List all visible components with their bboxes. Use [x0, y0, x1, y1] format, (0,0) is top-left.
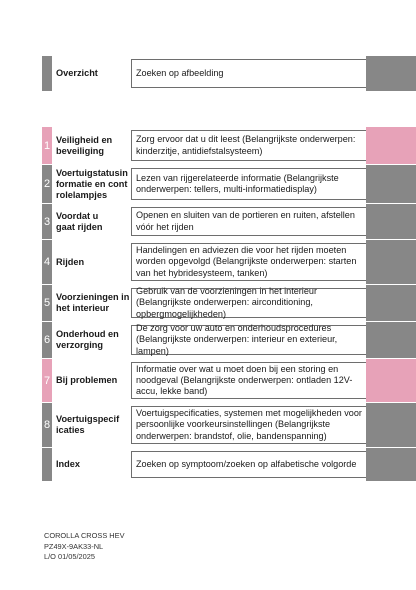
chapter-title-4: Rijden	[56, 256, 85, 267]
footer	[44, 531, 125, 563]
chapter-number-3: 3	[42, 204, 52, 239]
overview-description: Zoeken op afbeelding	[131, 59, 366, 88]
chapter-description-7: Informatie over wat u moet doen bij een storing en noodgeval (Belangrijkste onderwerpen: ontladen 12V-accu, lekke band)	[131, 362, 366, 399]
chapter-title-5: Voorzieningen in het interieur	[56, 292, 130, 313]
chapter-title-2: Voertuigstatusinformatie en controlelampjes	[56, 167, 128, 200]
chapter-description-3: Openen en sluiten van de portieren en ruiten, afstellen vóór het rijden	[131, 207, 366, 236]
chapter-number-4: 4	[42, 240, 52, 284]
overview-tab[interactable]	[366, 56, 416, 91]
overview-row[interactable]	[42, 56, 416, 91]
chapter-row-2[interactable]	[42, 165, 416, 203]
chapter-row-6[interactable]	[42, 322, 416, 358]
chapter-tab-1[interactable]	[366, 127, 416, 164]
overview-title: Overzicht	[56, 68, 98, 78]
chapter-number-1: 1	[42, 127, 52, 164]
index-tab[interactable]	[366, 448, 416, 481]
overview-marker	[42, 56, 52, 91]
chapter-description-5: Gebruik van de voorzieningen in het interieur (Belangrijkste onderwerpen: airconditioning, opbergmogelijkheden)	[131, 288, 366, 318]
index-description: Zoeken op symptoom/zoeken op alfabetische volgorde	[131, 451, 366, 478]
chapter-title-8: Voertuigspecificaties	[56, 414, 120, 435]
chapter-description-6: De zorg voor uw auto en onderhoudsprocedures (Belangrijkste onderwerpen: interieur en exterieur, lampen)	[131, 325, 366, 355]
chapter-row-7[interactable]	[42, 359, 416, 402]
index-row[interactable]	[42, 448, 416, 481]
chapter-description-8: Voertuigspecificaties, systemen met mogelijkheden voor persoonlijke voorkeursinstellingen (Belangrijkste onderwerpen: brandstof, olie, bandenspanning)	[131, 406, 366, 444]
chapter-title-6: Onderhoud en verzorging	[56, 329, 119, 350]
chapter-number-6: 6	[42, 322, 52, 358]
chapter-title-7: Bij problemen	[56, 375, 118, 385]
index-title: Index	[56, 459, 80, 469]
chapter-row-5[interactable]	[42, 285, 416, 321]
footer-code: PZ49X-9AK33-NL	[44, 541, 104, 551]
chapter-description-1: Zorg ervoor dat u dit leest (Belangrijkste onderwerpen: kinderzitje, antidiefstalsysteem)	[131, 130, 366, 161]
chapter-tab-8[interactable]	[366, 403, 416, 447]
chapter-title-1: Veiligheid en beveiliging	[56, 134, 113, 156]
chapter-number-2: 2	[42, 165, 52, 203]
chapter-description-2: Lezen van rijgerelateerde informatie (Belangrijkste onderwerpen: tellers, multi-informatiedisplay)	[131, 168, 366, 200]
chapter-row-4[interactable]	[42, 240, 416, 284]
chapter-description-4: Handelingen en adviezen die voor het rijden moeten worden opgevolgd (Belangrijkste onderwerpen: starten van het hybridesysteem, tanken)	[131, 243, 366, 281]
chapter-tab-2[interactable]	[366, 165, 416, 203]
chapter-tab-6[interactable]	[366, 322, 416, 358]
footer-date: L/O 01/05/2025	[44, 552, 95, 561]
chapter-row-8[interactable]	[42, 403, 416, 447]
chapter-tab-4[interactable]	[366, 240, 416, 284]
chapter-number-5: 5	[42, 285, 52, 321]
chapter-tab-3[interactable]	[366, 204, 416, 239]
chapter-row-1[interactable]	[42, 127, 416, 164]
chapter-number-7: 7	[42, 359, 52, 402]
footer-model: COROLLA CROSS HEV	[44, 531, 125, 540]
chapter-tab-7[interactable]	[366, 359, 416, 402]
chapter-tab-5[interactable]	[366, 285, 416, 321]
chapter-number-8: 8	[42, 403, 52, 447]
chapter-title-3: Voordat u gaat rijden	[56, 210, 103, 232]
index-marker	[42, 448, 52, 481]
chapter-row-3[interactable]	[42, 204, 416, 239]
